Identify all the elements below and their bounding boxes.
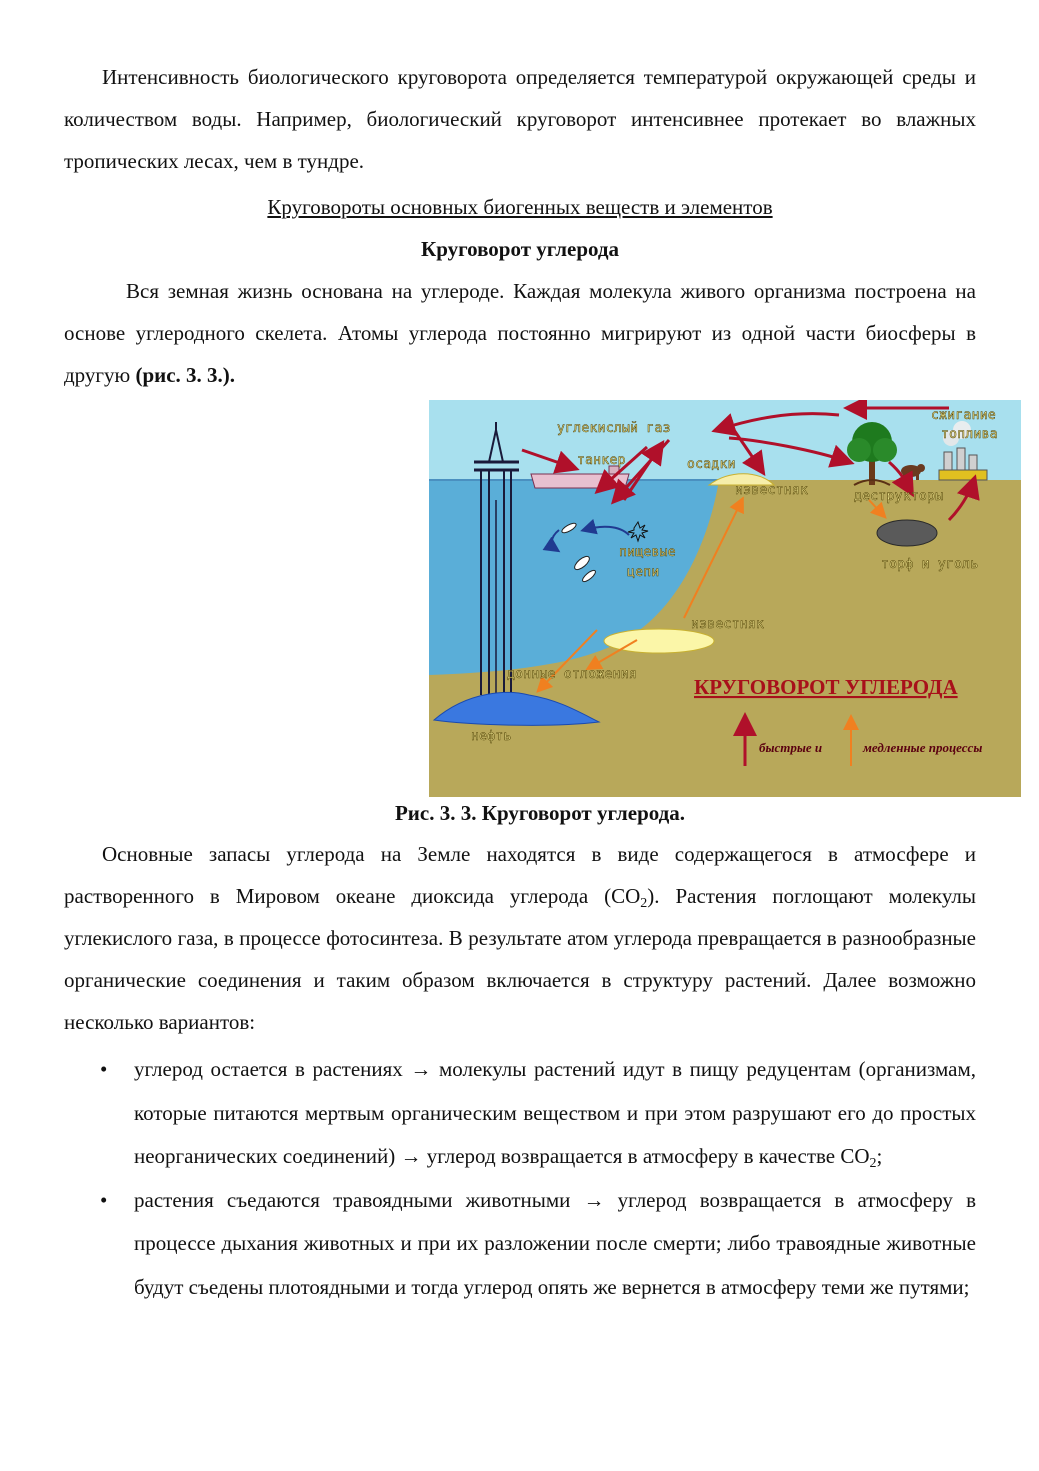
figure-title: КРУГОВОРОТ УГЛЕРОДА <box>694 675 958 699</box>
carbon-paragraph <box>64 270 976 396</box>
legend-slow-label: медленные процессы <box>863 740 983 755</box>
label-peat-coal: торф и уголь <box>881 557 979 572</box>
label-decomposers: деструкторы <box>854 489 944 504</box>
peat-coal-deposit <box>877 520 937 546</box>
label-burning-2: топлива <box>941 427 998 442</box>
list-item-text-1: растения съедаются травоядными животными → углерод возвращается в атмосферу в процессе дыхания животных и при их разложении после смерти; либо травоядные животные будут съедены плотоядными и тогда углерод опять же вернется в атмосферу теми же путями; <box>134 1187 976 1299</box>
reserves-paragraph <box>64 833 976 1043</box>
carbon-cycle-figure <box>429 400 1021 797</box>
label-food-chain-2: цепи <box>627 565 660 580</box>
carbon-paragraph-text: Вся земная жизнь основана на углероде. Каждая молекула живого организма построена на основе углеродного скелета. Атомы углерода постоянно мигрируют из одной части биосферы в другую <box>64 279 976 387</box>
heading: Круговорот углерода <box>420 237 620 261</box>
reserves-text-1: Основные запасы углерода на Земле находятся в виде содержащегося в атмосфере и растворенного в Мировом океане диоксида углерода (CO <box>64 842 976 908</box>
list-item-text-2: ; <box>876 1144 883 1168</box>
label-bottom-deposits: донные отложения <box>507 667 638 682</box>
figure-reference: (рис. 3. 3.). <box>135 363 236 387</box>
bullet-icon: • <box>100 1057 108 1081</box>
legend-fast-label: быстрые и <box>759 740 823 755</box>
section-title: Круговороты основных биогенных веществ и элементов <box>267 195 773 219</box>
label-co2: углекислый газ <box>557 421 671 436</box>
reserves-text-2: ). Растения поглощают молекулы углекислого газа, в процессе фотосинтеза. В результате атом углерода превращается в разнообразные органические соединения и таким образом включается в структуру растений. Далее возможно несколько вариантов: <box>64 884 976 1034</box>
label-sediments: осадки <box>687 457 736 472</box>
variants-list <box>64 1048 976 1309</box>
figure-caption: Рис. 3. 3. Круговорот углерода. <box>394 801 686 825</box>
list-item-subscript: 2 <box>869 1156 877 1171</box>
label-tanker: танкер <box>577 453 626 468</box>
reserves-subscript: 2 <box>640 896 648 911</box>
intro-paragraph: Интенсивность биологического круговорота определяется температурой окружающей среды и количеством воды. Например, биологический круговорот интенсивнее протекает во влажных тропических лесах, чем в тундре. <box>64 65 976 173</box>
label-limestone-bottom: известняк <box>691 617 765 632</box>
label-food-chain-1: пищевые <box>619 545 676 560</box>
label-limestone-top: известняк <box>735 483 809 498</box>
list-item <box>64 1179 976 1310</box>
label-burning-1: сжигание <box>931 408 997 423</box>
carbon-cycle-diagram <box>429 400 1021 797</box>
list-item <box>64 1048 976 1179</box>
label-oil: нефть <box>471 729 512 744</box>
list-item-text-1: углерод остается в растениях → молекулы растений идут в пищу редуцентам (организмам, которые питаются мертвым органическим веществом и при этом разрушают его до простых неорганических соединений) → углерод возвращается в атмосферу в качестве CO <box>134 1057 976 1168</box>
bullet-icon: • <box>100 1187 108 1212</box>
